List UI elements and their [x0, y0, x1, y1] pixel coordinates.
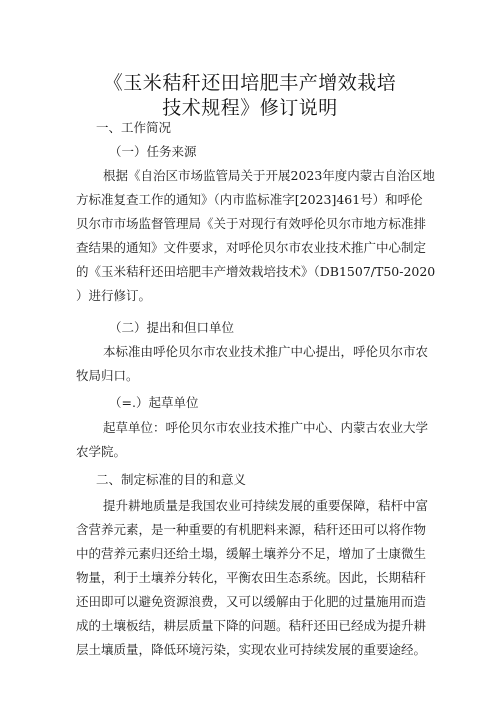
paragraph-line: 成的土壤板结，耕层质量下降的问题。秸秆还田已经成为提升耕	[76, 618, 427, 633]
paragraph-line: 查结果的通知》文件要求，对呼伦贝尔市农业技术推广中心制定	[76, 240, 427, 255]
paragraph-line: 还田即可以避免资源浪费，又可以缓解由于化肥的过量施用而造	[76, 594, 427, 609]
paragraph-line: 方标准复查工作的通知》（内市监标准字[2023]461号）和呼伦	[76, 192, 423, 207]
document-title-line-1: 《玉米秸秆还田培肥丰产增效栽培	[103, 72, 397, 94]
paragraph-line: 含营养元素，是一种重要的有机肥料来源，秸秆还田可以将作物	[76, 522, 427, 537]
section-2-heading: 二、制定标准的目的和意义	[96, 472, 247, 487]
section-1-heading: 一、工作简况	[96, 120, 172, 135]
paragraph-line: 牧局归口。	[76, 368, 139, 383]
paragraph-line: 起草单位：呼伦贝尔市农业技术推广中心、内蒙古农业大学	[103, 420, 429, 435]
section-1-sub-2-heading: （二）提出和但口单位	[109, 320, 235, 335]
paragraph-line: 贝尔市市场监督管理局《关于对现行有效呼伦贝尔市地方标准排	[76, 216, 427, 231]
section-1-sub-1-heading: （一）任务来源	[109, 144, 197, 159]
paragraph-line: 中的营养元素归还给土塌，缓解土壤养分不足，增加了士康微生	[76, 546, 427, 561]
document-title-line-2: 技术规程》修订说明	[162, 97, 338, 119]
paragraph-line: ）进行修订。	[76, 288, 152, 303]
section-1-sub-3-heading: （=.）起草单位	[109, 395, 199, 410]
paragraph-line: 的《玉米秸秆还田培肥丰产增效栽培技术》（DB1507/T50-2020	[76, 264, 436, 279]
paragraph-line: 本标准由呼伦贝尔市农业技术推广中心提出，呼伦贝尔市农	[103, 344, 429, 359]
paragraph-line: 物量，利于土壤养分转化，平衡农田生态系统。因此，长期秸秆	[76, 570, 427, 585]
paragraph-line: 层土壤质量，降低环境污染，实现农业可持续发展的重要途经。	[76, 642, 427, 657]
paragraph-line: 农学院。	[76, 444, 127, 459]
paragraph-line: 根据《自治区市场监管局关于开展2023年度内蒙古自治区地	[103, 168, 435, 183]
paragraph-line: 提升耕地质量是我国农业可持续发展的重要保障，秸杆中富	[103, 498, 429, 513]
